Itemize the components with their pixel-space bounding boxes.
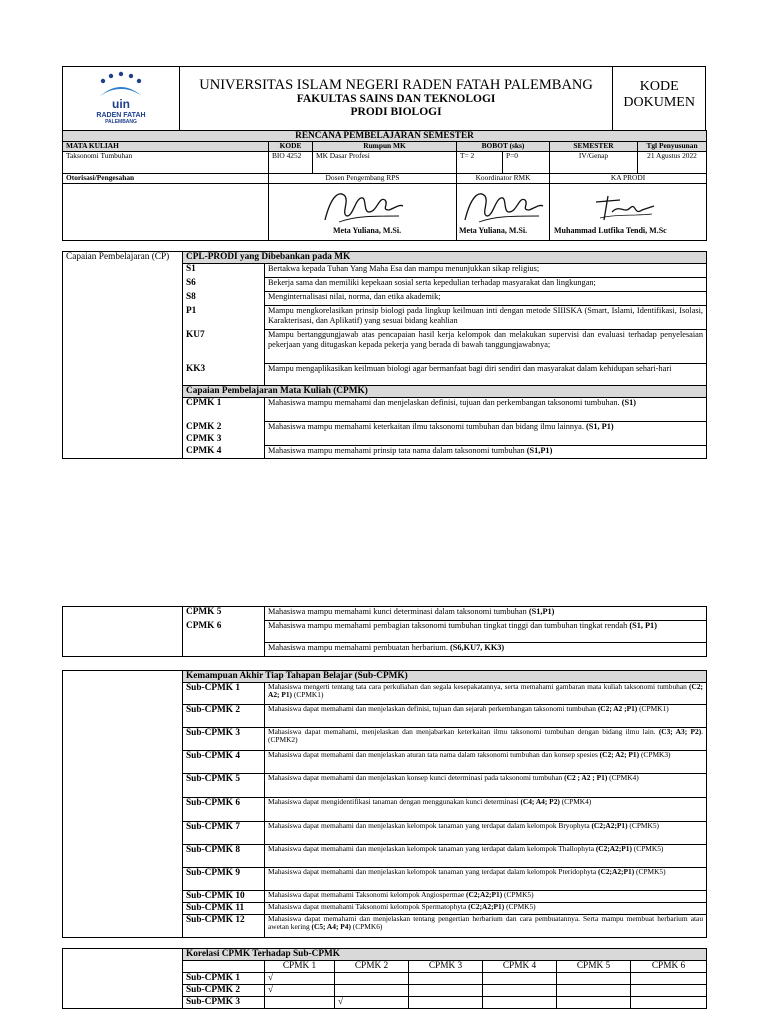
- sub-code: Sub-CPMK 3: [183, 727, 265, 750]
- sub-code: Sub-CPMK 1: [183, 682, 265, 704]
- korelasi-col: CPMK 3: [409, 961, 483, 973]
- sub-code: Sub-CPMK 11: [183, 902, 265, 914]
- cpmk-code: CPMK 3: [183, 434, 265, 446]
- korelasi-row-label: Sub-CPMK 1: [183, 973, 265, 985]
- korelasi-left-empty: [63, 949, 183, 1009]
- cpl-text: Mampu mengaplikasikan keilmuan biologi agar bermanfaat bagi diri sendiri dan masyarakat dalam kehidupan sehari-hari: [265, 364, 707, 386]
- sub-code: Sub-CPMK 8: [183, 844, 265, 867]
- faculty-name: FAKULTAS SAINS DAN TEKNOLOGI: [296, 93, 496, 105]
- korelasi-mark: [335, 973, 409, 985]
- cpl-text: Menginternalisasi nilai, norma, dan etika akademik;: [265, 292, 707, 306]
- korelasi-mark: [557, 997, 631, 1009]
- cpmk-text: Mahasiswa mampu memahami dan menjelaskan definisi, tujuan dan perkembangan taksonomi tumbuhan. (S1): [265, 398, 707, 422]
- kaprodi-name: Muhammad Lutfika Tendi, M.Sc: [554, 226, 667, 235]
- korelasi-mark: [409, 985, 483, 997]
- korelasi-col: CPMK 4: [483, 961, 557, 973]
- cpl-code: S1: [183, 264, 265, 278]
- sub-code: Sub-CPMK 5: [183, 773, 265, 797]
- korelasi-mark: √: [265, 985, 335, 997]
- tgl-value: 21 Agustus 2022: [638, 152, 707, 174]
- bobot-t-value: T= 2: [457, 152, 503, 174]
- sub-text: Mahasiswa dapat memahami, menjelaskan dan menjabarkan keterkaitan ilmu taksonomi tumbuhan dengan bidang ilmu lain. (C3; A3; P2). (CPMK2): [265, 727, 707, 750]
- sub-code: Sub-CPMK 10: [183, 890, 265, 902]
- otorisasi-label: Otorisasi/Pengesahan: [63, 174, 269, 184]
- korelasi-col: CPMK 2: [335, 961, 409, 973]
- korelasi-row-label: Sub-CPMK 2: [183, 985, 265, 997]
- sub-header: Kemampuan Akhir Tiap Tahapan Belajar (Sub-CPMK): [183, 671, 707, 683]
- cp-table-page2: [62, 606, 707, 657]
- cpmk-text: Mahasiswa mampu memahami pembuatan herbarium. (S6,KU7, KK3): [265, 643, 707, 657]
- cpl-code: KU7: [183, 330, 265, 364]
- col-semester: SEMESTER: [550, 142, 638, 152]
- bobot-p-value: P=0: [503, 152, 550, 174]
- dosen-name: Meta Yuliana, M.Si.: [333, 226, 402, 235]
- cpl-text: Mampu mengkorelasikan prinsip biologi pada lingkup keilmuan inti dengan metode SIIISKA (Smart, Islami, Identifikasi, Isolasi, Karakterisasi, dan Aplikatif) yang sesuai bidang keahlian: [265, 306, 707, 330]
- rps-info-table: [62, 130, 707, 241]
- sub-text: Mahasiswa dapat memahami dan menjelaskan kelompok tanaman yang terdapat dalam kelompok Thallophyta (C2;A2;P1) (CPMK5): [265, 844, 707, 867]
- otorisasi-empty: [63, 184, 269, 241]
- sub-text: Mahasiswa dapat mengidentifikasi tanaman dengan menggunakan kunci determinasi (C4; A4; P2) (CPMK4): [265, 797, 707, 821]
- korelasi-mark: [265, 997, 335, 1009]
- sub-text: Mahasiswa dapat memahami dan menjelaskan kelompok tanaman yang terdapat dalam kelompok Bryophyta (C2;A2;P1) (CPMK5): [265, 821, 707, 844]
- korelasi-table: [62, 948, 707, 1009]
- institution-cell: [179, 67, 613, 137]
- cpmk-code: CPMK 5: [183, 607, 265, 621]
- header-table: [62, 66, 706, 137]
- sub-text: Mahasiswa dapat memahami dan menjelaskan kelompok tanaman yang terdapat dalam kelompok Pteridophyta (C2;A2;P1) (CPMK5): [265, 867, 707, 890]
- cpmk-code: CPMK 1: [183, 398, 265, 422]
- sub-text: Mahasiswa dapat memahami dan menjelaskan definisi, tujuan dan sejarah perkembangan taksonomi tumbuhan (C2; A2 ;P1) (CPMK1): [265, 704, 707, 727]
- cp-label: Capaian Pembelajaran (CP): [63, 252, 183, 459]
- sub-cpmk-table: [62, 670, 707, 938]
- dosen-label: Dosen Pengembang RPS: [269, 174, 457, 184]
- korelasi-mark: [631, 985, 707, 997]
- uin-logo: [63, 67, 179, 131]
- korelasi-header: Korelasi CPMK Terhadap Sub-CPMK: [183, 949, 707, 961]
- cpmk-text: Mahasiswa mampu memahami pembagian taksonomi tumbuhan tingkat tinggi dan tumbuhan tingkat rendah (S1, P1): [265, 621, 707, 643]
- col-bobot: BOBOT (sks): [457, 142, 550, 152]
- cpmk-text: Mahasiswa mampu memahami prinsip tata nama dalam taksonomi tumbuhan (S1,P1): [265, 446, 707, 459]
- cp-table-page1: [62, 251, 707, 459]
- sub-text: Mahasiswa dapat memahami Taksonomi kelompok Spermatophyta (C2;A2;P1) (CPMK5): [265, 902, 707, 914]
- cpmk-text: Mahasiswa mampu memahami keterkaitan ilmu taksonomi tumbuhan dan bidang ilmu lainnya. (S1, P1): [265, 422, 707, 446]
- col-rumpun: Rumpun MK: [313, 142, 457, 152]
- korelasi-mark: [483, 997, 557, 1009]
- korelasi-mark: [557, 985, 631, 997]
- sub-text: Mahasiswa dapat memahami dan menjelaskan aturan tata nama dalam taksonomi tumbuhan dan konsep spesies (C2; A2; P1) (CPMK3): [265, 750, 707, 773]
- cpl-code: KK3: [183, 364, 265, 386]
- korelasi-mark: [335, 985, 409, 997]
- korelasi-mark: [409, 997, 483, 1009]
- sub-code: Sub-CPMK 7: [183, 821, 265, 844]
- sub-code: Sub-CPMK 12: [183, 914, 265, 937]
- kode-value: BIO 4252: [269, 152, 313, 174]
- cpl-header: CPL-PRODI yang Dibebankan pada MK: [183, 252, 707, 264]
- logo-cell: [63, 67, 180, 137]
- mk-value: Taksonomi Tumbuhan: [63, 152, 269, 174]
- cpl-text: Bekerja sama dan memiliki kepekaan sosial serta kepedulian terhadap masyarakat dan lingkungan;: [265, 278, 707, 292]
- cp-label-continued: [63, 607, 183, 657]
- korelasi-col: CPMK 1: [265, 961, 335, 973]
- korelasi-corner: [183, 961, 265, 973]
- cpmk-text: Mahasiswa mampu memahami kunci determinasi dalam taksonomi tumbuhan (S1,P1): [265, 607, 707, 621]
- korelasi-mark: [631, 973, 707, 985]
- doc-code-cell: KODE DOKUMEN: [613, 67, 706, 137]
- korelasi-mark: [409, 973, 483, 985]
- korelasi-col: CPMK 5: [557, 961, 631, 973]
- cpl-code: P1: [183, 306, 265, 330]
- kaprodi-signature: [590, 192, 660, 224]
- koordinator-label: Koordinator RMK: [457, 174, 550, 184]
- rps-title: RENCANA PEMBELAJARAN SEMESTER: [63, 131, 707, 142]
- logo-raden-fatah-text: RADEN FATAH: [96, 112, 146, 119]
- col-mata-kuliah: MATA KULIAH: [63, 142, 269, 152]
- sub-text: Mahasiswa dapat memahami dan menjelaskan tentang pengertian herbarium dan cara pembuatannya. Serta mampu membuat herbarium atau awetan kering (C5; A4; P4) (CPMK6): [265, 914, 707, 937]
- kaprodi-signature-cell: [550, 184, 707, 241]
- cpmk-code: CPMK 4: [183, 446, 265, 459]
- rumpun-value: MK Dasar Profesi: [313, 152, 457, 174]
- sub-text: Mahasiswa dapat memahami dan menjelaskan konsep kunci determinasi pada taksonomi tumbuhan (C2 ; A2 ; P1) (CPMK4): [265, 773, 707, 797]
- koordinator-signature-cell: [457, 184, 550, 241]
- korelasi-row-label: Sub-CPMK 3: [183, 997, 265, 1009]
- korelasi-mark: [483, 973, 557, 985]
- cpmk-code: CPMK 2: [183, 422, 265, 434]
- cpmk-header: Capaian Pembelajaran Mata Kuliah (CPMK): [183, 386, 707, 398]
- cpmk-code: CPMK 6: [183, 621, 265, 643]
- sub-code: Sub-CPMK 6: [183, 797, 265, 821]
- sub-text: Mahasiswa dapat memahami Taksonomi kelompok Angiospermae (C2;A2;P1) (CPMK5): [265, 890, 707, 902]
- cpl-code: S8: [183, 292, 265, 306]
- sub-text: Mahasiswa mengerti tentang tata cara perkuliahan dan segala kesepakatannya, serta memahami gambaran mata kuliah taksonomi tumbuhan (C2; A2; P1) (CPMK1): [265, 682, 707, 704]
- kaprodi-label: KA PRODI: [550, 174, 707, 184]
- cpl-code: S6: [183, 278, 265, 292]
- sub-code: Sub-CPMK 2: [183, 704, 265, 727]
- sub-code: Sub-CPMK 9: [183, 867, 265, 890]
- col-tgl: Tgl Penyusunan: [638, 142, 707, 152]
- cpmk-code: [183, 643, 265, 657]
- koordinator-name: Meta Yuliana, M.Si.: [459, 226, 528, 235]
- korelasi-mark: [631, 997, 707, 1009]
- koordinator-signature: [461, 186, 547, 226]
- cpl-text: Bertakwa kepada Tuhan Yang Maha Esa dan mampu menunjukkan sikap religius;: [265, 264, 707, 278]
- sub-code: Sub-CPMK 4: [183, 750, 265, 773]
- korelasi-col: CPMK 6: [631, 961, 707, 973]
- logo-uin-text: uin: [112, 97, 130, 111]
- korelasi-mark: [557, 973, 631, 985]
- university-name: UNIVERSITAS ISLAM NEGERI RADEN FATAH PALEMBANG: [199, 77, 593, 93]
- korelasi-mark: √: [335, 997, 409, 1009]
- dosen-signature: [319, 186, 409, 226]
- dosen-signature-cell: [269, 184, 457, 241]
- logo-palembang-text: PALEMBANG: [105, 119, 137, 125]
- cpl-text: Mampu bertanggungjawab atas pencapaian hasil kerja kelompok dan melakukan supervisi dan evaluasi terhadap penyelesaian pekerjaan yang ditugaskan kepada pekerja yang berada di bawah tanggungjawabnya;: [265, 330, 707, 364]
- col-kode: KODE: [269, 142, 313, 152]
- semester-value: IV/Genap: [550, 152, 638, 174]
- program-name: PRODI BIOLOGI: [350, 106, 442, 118]
- korelasi-mark: [483, 985, 557, 997]
- sub-left-empty: [63, 671, 183, 938]
- korelasi-mark: √: [265, 973, 335, 985]
